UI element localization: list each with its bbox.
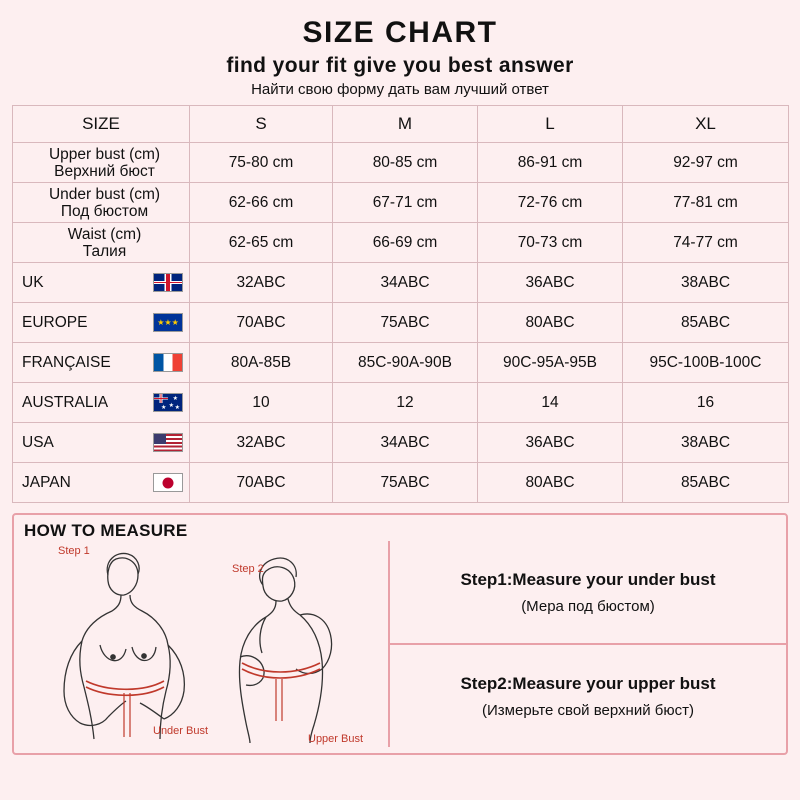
table-row [13,383,789,423]
cell-value: 75-80 cm [190,143,333,183]
row-label-uk [13,263,190,303]
row-label-usa [13,423,190,463]
step-2 [390,645,786,747]
cell-value: 34ABC [333,263,478,303]
cell-value: 80-85 cm [333,143,478,183]
cell-value: 32ABC [190,263,333,303]
row-label-francaise [13,343,190,383]
row-label-ru: Верхний бюст [54,162,155,180]
table-row [13,143,789,183]
country-name: EUROPE [22,313,88,331]
header-cell-size: SIZE [13,106,190,143]
country-name: JAPAN [22,473,71,491]
table-row [13,423,789,463]
cell-value: 62-66 cm [190,183,333,223]
table-row [13,303,789,343]
cell-value: 75ABC [333,463,478,503]
header-cell-s: S [190,106,333,143]
header-cell-l: L [478,106,623,143]
measure-illustration [20,541,390,747]
figure-caption-upper-bust: Upper Bust [308,733,364,746]
step-2-subtitle: (Измерьте свой верхний бюст) [482,701,694,719]
page-subtitle-russian: Найти свою форму дать вам лучший ответ [251,80,549,98]
cell-value: 75ABC [333,303,478,343]
step-2-title: Step2:Measure your upper bust [460,673,716,693]
cell-value: 62-65 cm [190,223,333,263]
cell-value: 38ABC [623,423,789,463]
row-label-waist [13,223,190,263]
cell-value: 95C-100B-100C [623,343,789,383]
figure-step1-tag: Step 1 [58,545,90,558]
cell-value: 38ABC [623,263,789,303]
cell-value: 85C-90A-90B [333,343,478,383]
cell-value: 67-71 cm [333,183,478,223]
table-row [13,223,789,263]
row-label-en: Under bust (cm) [48,185,161,203]
cell-value: 92-97 cm [623,143,789,183]
row-label-ru: Талия [82,242,127,260]
cell-value: 36ABC [478,423,623,463]
uk-flag-icon [153,273,183,292]
cell-value: 90C-95A-95B [478,343,623,383]
table-row [13,183,789,223]
header [12,16,788,99]
size-table [12,105,789,503]
row-label-europe [13,303,190,343]
row-label-japan [13,463,190,503]
how-to-measure-section [12,513,788,755]
cell-value: 36ABC [478,263,623,303]
cell-value: 85ABC [623,463,789,503]
cell-value: 85ABC [623,303,789,343]
eu-flag-icon: ★★★ [153,313,183,332]
cell-value: 16 [623,383,789,423]
japan-flag-icon [153,473,183,492]
cell-value: 10 [190,383,333,423]
cell-value: 80ABC [478,463,623,503]
cell-value: 70-73 cm [478,223,623,263]
country-name: USA [22,433,54,451]
country-name: FRANÇAISE [22,353,111,371]
header-cell-xl: XL [623,106,789,143]
row-label-ru: Под бюстом [60,202,149,220]
cell-value: 86-91 cm [478,143,623,183]
measure-figure-svg [20,541,390,747]
country-name: AUSTRALIA [22,393,109,411]
country-name: UK [22,273,44,291]
page-title: SIZE CHART [302,16,498,49]
cell-value: 80A-85B [190,343,333,383]
cell-value: 74-77 cm [623,223,789,263]
step-1-title: Step1:Measure your under bust [460,569,716,589]
row-label-en: Upper bust (cm) [48,145,161,163]
measure-steps [390,541,786,747]
cell-value: 70ABC [190,463,333,503]
cell-value: 77-81 cm [623,183,789,223]
cell-value: 32ABC [190,423,333,463]
table-row [13,463,789,503]
france-flag-icon [153,353,183,372]
cell-value: 80ABC [478,303,623,343]
how-to-measure-body [14,541,786,747]
cell-value: 72-76 cm [478,183,623,223]
step-1-subtitle: (Мера под бюстом) [521,597,655,615]
cell-value: 14 [478,383,623,423]
table-row [13,263,789,303]
how-to-measure-title: HOW TO MEASURE [24,521,188,541]
table-row [13,343,789,383]
step-1 [390,541,786,645]
figure-caption-under-bust: Under Bust [153,725,209,738]
figure-step2-tag: Step 2 [232,563,264,576]
row-label-en: Waist (cm) [67,225,142,243]
page-subtitle: find your fit give you best answer [226,53,574,77]
cell-value: 12 [333,383,478,423]
row-label-australia [13,383,190,423]
header-cell-m: M [333,106,478,143]
row-label-under-bust [13,183,190,223]
cell-value: 70ABC [190,303,333,343]
cell-value: 66-69 cm [333,223,478,263]
cell-value: 34ABC [333,423,478,463]
row-label-upper-bust [13,143,190,183]
australia-flag-icon: ★ ★ ★ ★ [153,393,183,412]
usa-flag-icon [153,433,183,452]
table-header-row [13,106,789,143]
